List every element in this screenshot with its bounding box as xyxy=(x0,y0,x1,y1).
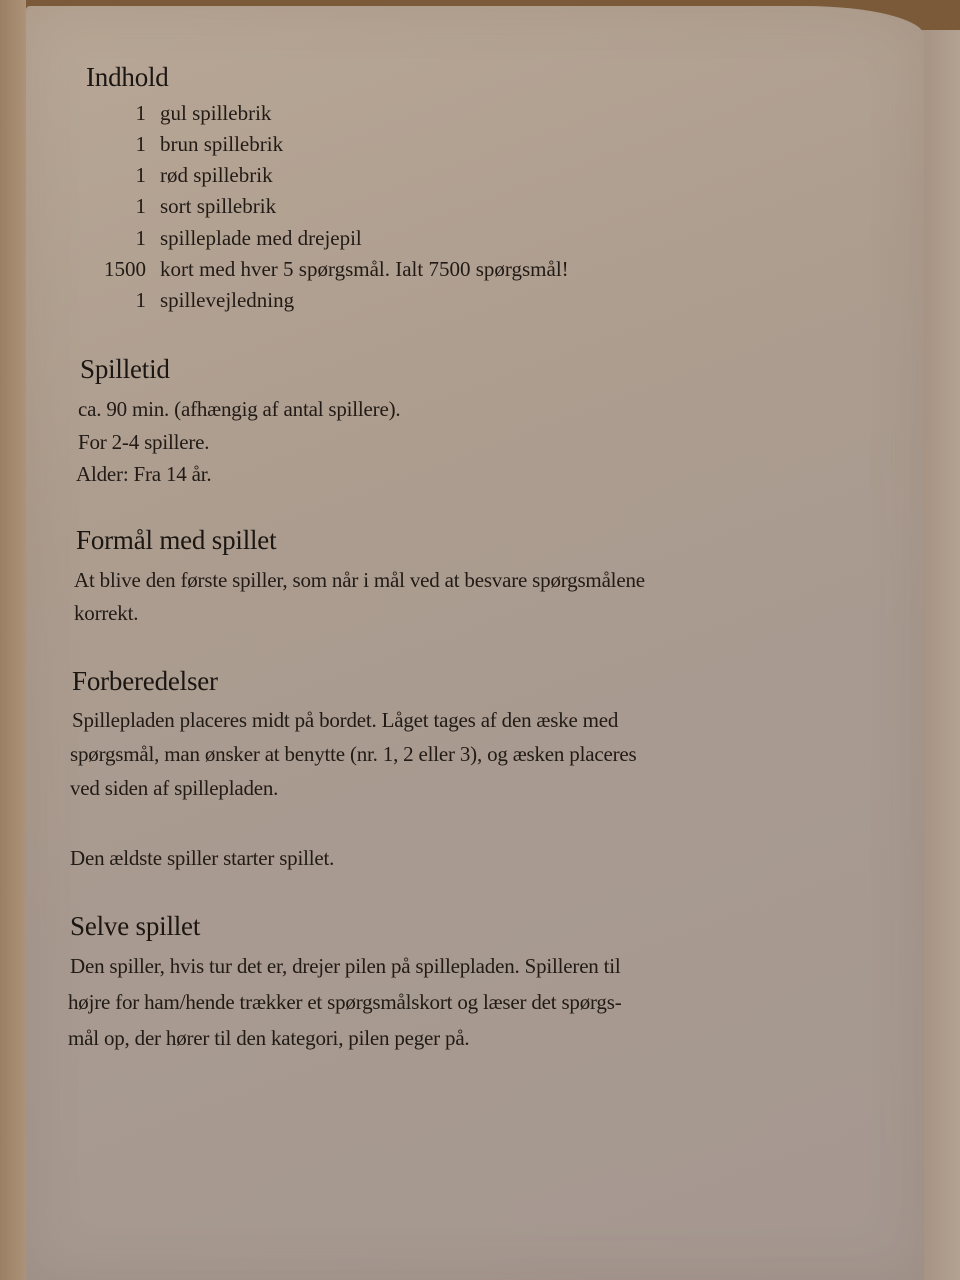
item-description: gul spillebrik xyxy=(160,101,272,125)
item-quantity: 1 xyxy=(135,288,146,312)
setup-line-2: spørgsmål, man ønsker at benytte (nr. 1, 2 eller 3), og æsken placeres xyxy=(70,742,637,766)
item-quantity: 1 xyxy=(135,163,146,187)
age-text: Alder: Fra 14 år. xyxy=(76,462,212,486)
item-description: spillevejledning xyxy=(160,288,295,312)
page-content xyxy=(26,6,924,1280)
item-quantity: 1 xyxy=(135,226,146,250)
heading-formaal: Formål med spillet xyxy=(76,525,277,555)
item-quantity: 1 xyxy=(135,101,146,125)
objective-line-2: korrekt. xyxy=(74,601,139,625)
item-description: brun spillebrik xyxy=(160,132,284,156)
gameplay-line-3: mål op, der hører til den kategori, pilen peger på. xyxy=(68,1026,470,1050)
item-description: spilleplade med drejepil xyxy=(160,226,362,250)
item-quantity: 1500 xyxy=(104,257,146,281)
gameplay-line-2: højre for ham/hende trækker et spørgsmålskort og læser det spørgs- xyxy=(68,990,622,1014)
heading-forberedelser: Forberedelser xyxy=(72,666,218,696)
item-description: sort spillebrik xyxy=(160,194,277,218)
objective-line-1: At blive den første spiller, som når i mål ved at besvare spørgsmålene xyxy=(74,568,645,592)
gameplay-line-1: Den spiller, hvis tur det er, drejer pilen på spillepladen. Spilleren til xyxy=(70,954,621,978)
setup-line-3: ved siden af spillepladen. xyxy=(70,776,279,800)
heading-spilletid: Spilletid xyxy=(80,354,170,384)
next-page-edge xyxy=(919,30,960,1280)
item-quantity: 1 xyxy=(135,132,146,156)
setup-line-1: Spillepladen placeres midt på bordet. Låget tages af den æske med xyxy=(72,708,619,732)
item-description: kort med hver 5 spørgsmål. Ialt 7500 spørgsmål! xyxy=(160,257,569,281)
heading-indhold: Indhold xyxy=(86,62,169,92)
playtime-text: ca. 90 min. (afhængig af antal spillere). xyxy=(78,397,401,421)
rulebook-page xyxy=(26,6,924,1280)
page-edge-left xyxy=(0,0,26,1280)
item-description: rød spillebrik xyxy=(160,163,273,187)
heading-selve-spillet: Selve spillet xyxy=(70,911,201,941)
players-text: For 2-4 spillere. xyxy=(78,430,210,454)
item-quantity: 1 xyxy=(135,194,146,218)
setup-note: Den ældste spiller starter spillet. xyxy=(70,846,335,870)
